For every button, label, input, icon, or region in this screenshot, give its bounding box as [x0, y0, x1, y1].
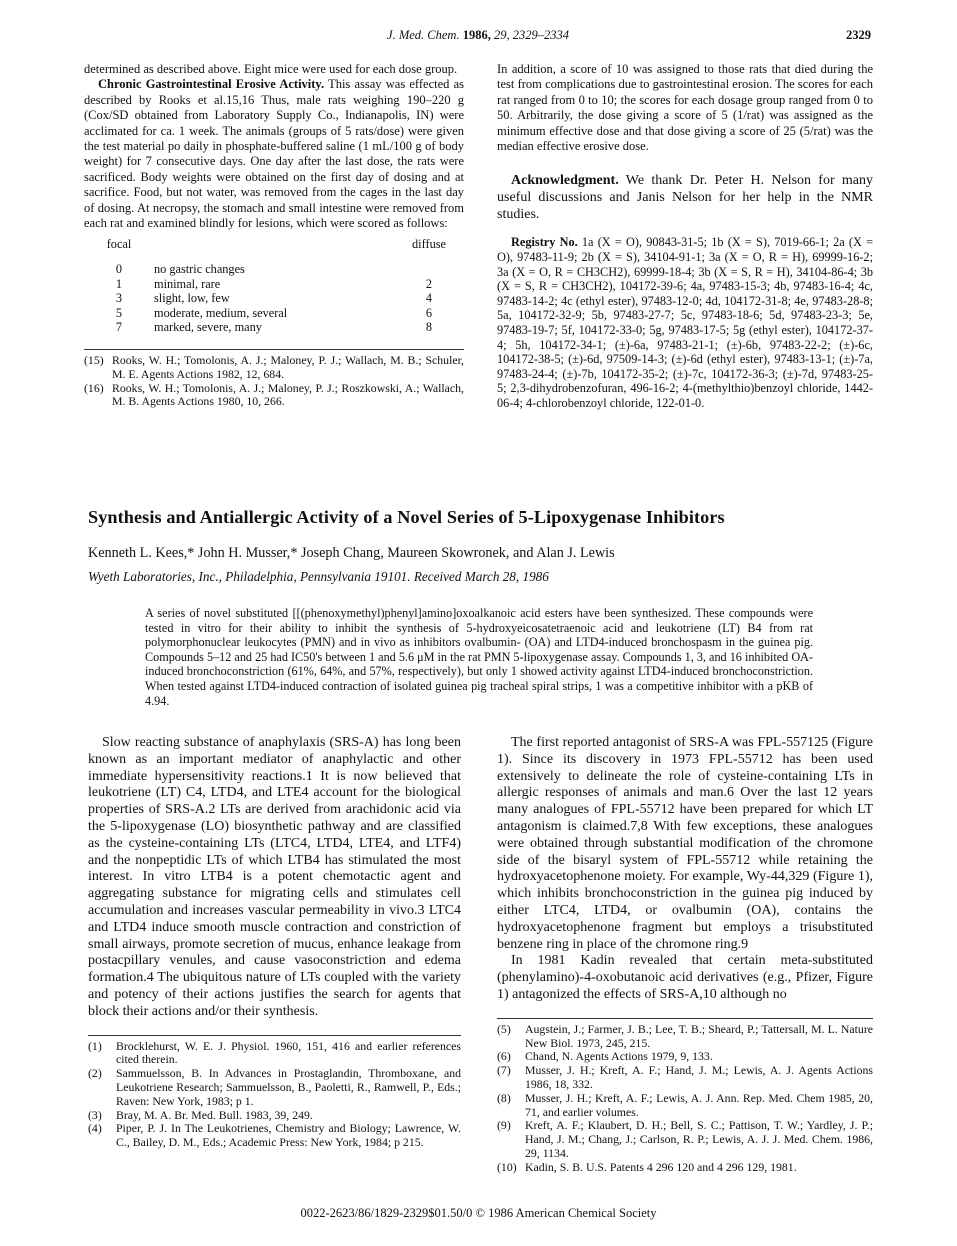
reference-item	[88, 1122, 461, 1150]
reference-item	[497, 1023, 873, 1051]
acknowledgment	[497, 172, 873, 223]
reference-item	[497, 1050, 873, 1064]
desc-cell: moderate, medium, several	[154, 305, 288, 320]
registry-heading: Registry No.	[511, 235, 578, 250]
diffuse-cell: 6	[425, 305, 433, 320]
article-abstract: A series of novel substituted [[(phenoxymethyl)phenyl]amino]oxoalkanoic acid esters have been synthesized. These compounds were tested in vitro for their ability to inhibit the synthesis of 5-hydroxyeicosatetraenoic acid and leukotriene (LT) B4 from rat polymorphonuclear leukocytes (PMN) and in vivo as inhibitors ovalbumin- (OA) and LTD4-induced bronchospasm in the guinea pig. Compounds 5–12 and 25 had IC50's between 1 and 5.6 μM in the rat PMN 5-lipoxygenase assay. Compounds 1, 3, and 16 inhibited OA-induced bronchoconstriction (61%, 64%, and 57%, respectively), but only 1 showed activity against LTD4-induced bronchoconstriction. When tested against LTD4-induced contraction of isolated guinea pig tracheal spiral strips, 1 was a competitive inhibitor with a pKB of 4.94.	[145, 606, 813, 708]
fpl-paragraph: The first reported antagonist of SRS-A was FPL-557125 (Figure 1). Since its discovery in 1973 FPL-55712 has been used extensively to delineate the role of cysteine-containing LTs in allergic responses of animals and man.6 Over the last 12 years many analogues of FPL-55712 have been prepared for which LT antagonism is claimed.7,8 With few exceptions, these analogues were obtained through substantial modification of the chromone side of the bisaryl system of FPL-55712 while retaining the hydroxyacetophenone moiety. For example, Wy-44,329 (Figure 1), which inhibits bronchoconstriction in the guinea pig induced by either LTC4, LTD4, or ovalbumin (OA), contains the hydroxyacetophenone fragment but employs a trisubstituted benzene ring in place of the chromone ring.9	[497, 735, 873, 952]
journal-volume-pages: 29, 2329–2334	[490, 28, 569, 42]
desc-cell: slight, low, few	[154, 291, 230, 306]
references-1-4	[88, 1035, 461, 1150]
reference-text: Rooks, W. H.; Tomolonis, A. J.; Maloney, P. J.; Wallach, M. B.; Schuler, M. E. Agents Actions 1982, 12, 684.	[112, 353, 464, 381]
article-affiliation	[88, 569, 549, 585]
reference-text: Piper, P. J. In The Leukotrienes, Chemistry and Biology; Lawrence, W. C., Bailey, D. M., Eds.; Academic Press: New York, 1984; p 215.	[116, 1121, 461, 1150]
page-number: 2329	[846, 28, 871, 42]
mice-paragraph: determined as described above. Eight mice were used for each dose group.	[84, 62, 458, 76]
reference-text: Augstein, J.; Farmer, J. B.; Lee, T. B.; Sheard, P.; Tattersall, M. L. Nature New Biol. 1973, 245, 215.	[525, 1021, 873, 1050]
table-row	[84, 277, 464, 292]
body-right-column	[497, 735, 873, 1175]
references-15-16	[84, 349, 464, 409]
reference-number: (16)	[84, 380, 104, 395]
registry-body: 1a (X = O), 90843-31-5; 1b (X = S), 7019-66-1; 2a (X = O), 97483-11-9; 2b (X = S), 34104-91-1; 3a (X = O, R = H), 69999-16-2; 3a (X = O, R = CH3CH2), 69999-18-4; 3b (X = S, R = H), 34104-86-4; 3b (X = S, R = CH3CH2), 104172-39-6; 4a, 97483-15-3; 4b, 97483-16-4; 4c, 97483-14-2; 4c (ethyl ester), 97483-12-0; 4d, 104172-31-8; 4e, 97483-28-8; 5a, 104172-32-9; 5b, 97483-27-7; 5c, 97483-18-6; 5d, 97483-23-3; 5e, 97483-19-7; 5f, 104172-33-0; 5g, 97483-17-5; 5g (ethyl ester), 104172-37-4; 5h, 104172-34-1; (±)-6a, 97483-21-1; (±)-6b, 97483-22-2; (±)-6c, 104172-38-5; (±)-6d, 97509-14-3; (±)-6d (ethyl ester), 97483-13-1; (±)-7a, 97483-24-4; (±)-7b, 104172-35-2; (±)-7c, 104172-36-3; (±)-7d, 97483-25-5; 2,3-dihydrobenzofuran, 496-16-2; 4-(methylthio)benzoyl chloride, 1442-06-4; 4-chlorobenzoyl chloride, 122-01-0.	[497, 235, 874, 410]
references-5-10	[497, 1018, 873, 1175]
acknowledgment-body: We thank Dr. Peter H. Nelson for many useful discussions and Janis Nelson for her help in the NMR studies.	[497, 173, 873, 223]
footer-code: 0022-2623/86/1829-2329$01.50/0	[300, 1206, 473, 1220]
reference-number: (15)	[84, 353, 104, 368]
reference-item	[84, 382, 464, 410]
body-left-column	[88, 735, 461, 1150]
journal-name: J. Med. Chem.	[387, 28, 460, 42]
reference-text: Sammuelsson, B. In Advances in Prostaglandin, Thromboxane, and Leukotriene Research; Sammuelsson, B., Paoletti, R., Ramwell, P., Eds.; Raven: New York, 1983; p 1.	[116, 1066, 461, 1108]
reference-number: (7)	[497, 1063, 511, 1078]
header-diffuse: diffuse	[412, 237, 446, 252]
focal-cell: 0	[115, 262, 123, 277]
focal-cell: 5	[115, 305, 123, 320]
reference-item	[88, 1067, 461, 1108]
table-header-row	[84, 237, 464, 262]
reference-number: (4)	[88, 1121, 102, 1136]
right-top-column	[497, 62, 873, 411]
affiliation-text: Wyeth Laboratories, Inc., Philadelphia, Pennsylvania 19101.	[88, 569, 411, 584]
focal-cell: 7	[115, 320, 123, 335]
journal-citation	[85, 28, 871, 43]
header-focal: focal	[106, 237, 132, 252]
chronic-heading: Chronic Gastrointestinal Erosive Activity.	[98, 77, 325, 92]
reference-text: Brocklehurst, W. E. J. Physiol. 1960, 151, 416 and earlier references cited therein.	[116, 1038, 461, 1067]
reference-text: Rooks, W. H.; Tomolonis, A. J.; Maloney, P. J.; Roszkowski, A.; Wallach, M. B. Agents Actions 1980, 10, 266.	[112, 380, 464, 409]
desc-cell: minimal, rare	[154, 276, 221, 291]
reference-item	[84, 354, 464, 382]
chronic-body: This assay was effected as described by Rooks et al.15,16 Thus, male rats weighing 190–220 g (Cox/SD obtained from Laboratory Supply Co., Indianapolis, IN) were acclimated for ca. 1 week. The animals (groups of 5 rats/dose) were given the test material po daily in phosphate-buffered saline (1 mL/100 g of body weight) for 7 consecutive days. One day after the last dose, the rats were sacrificed. Body weights were obtained on the first day of dosing and at sacrifice. Food, but not water, was removed from the cages in the last day of dosing. At necropsy, the stomach and small intestine were removed from each rat and examined blindly for lesions, which were scored as follows:	[84, 77, 464, 231]
reference-number: (9)	[497, 1118, 511, 1133]
table-row	[84, 306, 464, 321]
left-top-column	[84, 62, 464, 409]
score-paragraph: In addition, a score of 10 was assigned to those rats that died during the test from complications due to gastrointestinal erosion. The scores for each rat ranged from 0 to 10; the scores for each dosage group ranged from 0 to 50. Arbitrarily, the dose giving a score of 5 (1/rat) was assigned as the minimum effective dose and that dose giving a score of 25 (5/rat) was the median effective erosive dose.	[497, 62, 873, 154]
diffuse-cell: 8	[425, 320, 433, 335]
reference-text: Musser, J. H.; Kreft, A. F.; Lewis, A. J. Ann. Rep. Med. Chem 1985, 20, 71, and earlier volumes.	[525, 1090, 873, 1119]
reference-text: Musser, J. H.; Kreft, A. F.; Hand, J. M.; Lewis, A. J. Agents Actions 1986, 18, 332.	[525, 1063, 873, 1091]
desc-cell: marked, severe, many	[154, 320, 262, 335]
diffuse-cell	[394, 262, 464, 277]
reference-item	[497, 1064, 873, 1092]
reference-item	[88, 1109, 461, 1123]
reference-number: (8)	[497, 1090, 511, 1105]
reference-number: (2)	[88, 1066, 102, 1081]
reference-text: Kadin, S. B. U.S. Patents 4 296 120 and 4 296 129, 1981.	[525, 1159, 797, 1174]
registry-numbers	[497, 235, 873, 410]
reference-text: Bray, M. A. Br. Med. Bull. 1983, 39, 249.	[116, 1107, 313, 1122]
focal-cell: 1	[115, 276, 123, 291]
reference-number: (6)	[497, 1049, 511, 1064]
footer-copyright: © 1986 American Chemical Society	[475, 1206, 657, 1220]
kadin-paragraph: In 1981 Kadin revealed that certain meta-substituted (phenylamino)-4-oxobutanoic acid derivatives (e.g., Pfizer, Figure 1) antagonized the effects of SRS-A,10 although no	[497, 953, 873, 1002]
table-row	[84, 291, 464, 306]
article-title: Synthesis and Antiallergic Activity of a Novel Series of 5-Lipoxygenase Inhibitors	[88, 507, 725, 527]
reference-item	[497, 1092, 873, 1120]
reference-number: (3)	[88, 1107, 102, 1122]
table-row	[84, 262, 464, 277]
acknowledgment-heading: Acknowledgment.	[511, 173, 619, 189]
intro-paragraph: Slow reacting substance of anaphylaxis (SRS-A) has long been known as an important mediator of anaphylactic and other immediate hypersensitivity reactions.1 It is now believed that leukotriene (LT) C4, LTD4, and LTE4 account for the biological properties of SRS-A.2 LTs are derived from arachidonic acid via the 5-lipoxygenase (LO) biosynthetic pathway and are classified as the cysteine-containing LTs (LTC4, LTD4, LTE4, and LTF4) and the nonpeptidic LTs of which LTB4 has stimulated the most interest. In vitro LTB4 is a potent chemotactic agent and aggregating substance for migrating cells and stimulates cell accumulation and increases vascular permeability in vivo.3 LTC4 and LTD4 induce smooth muscle contraction and constriction of small airways, promote secretion of mucus, enhance leakage from postacpillary venules, and cause vasoconstriction and edema formation.4 The ubiquitous nature of LTs coupled with the variety and potency of their actions justifies the search for agents that block their actions and/or their synthesis.	[88, 735, 461, 1019]
page-footer	[0, 1206, 957, 1221]
diffuse-cell: 2	[425, 276, 433, 291]
reference-item	[88, 1040, 461, 1068]
reference-number: (5)	[497, 1021, 511, 1036]
chronic-paragraph	[84, 77, 464, 231]
desc-cell: no gastric changes	[154, 262, 245, 277]
lesion-score-table	[84, 237, 464, 335]
reference-text: Chand, N. Agents Actions 1979, 9, 133.	[525, 1049, 713, 1064]
reference-text: Kreft, A. F.; Klaubert, D. H.; Bell, S. C.; Pattison, T. W.; Yardley, J. P.; Hand, J. M.; Chang, J.; Carlson, R. P.; Lewis, A. J. J. Med. Chem. 1986, 29, 1134.	[525, 1118, 873, 1160]
reference-number: (1)	[88, 1038, 102, 1053]
running-header	[85, 28, 871, 44]
reference-item	[497, 1119, 873, 1160]
table-row	[84, 320, 464, 335]
received-date: Received March 28, 1986	[413, 569, 549, 584]
reference-item	[497, 1161, 873, 1175]
journal-year: 1986,	[462, 28, 491, 42]
reference-number: (10)	[497, 1159, 517, 1174]
diffuse-cell: 4	[425, 291, 433, 306]
focal-cell: 3	[115, 291, 123, 306]
article-authors: Kenneth L. Kees,* John H. Musser,* Joseph Chang, Maureen Skowronek, and Alan J. Lewis	[88, 545, 615, 561]
